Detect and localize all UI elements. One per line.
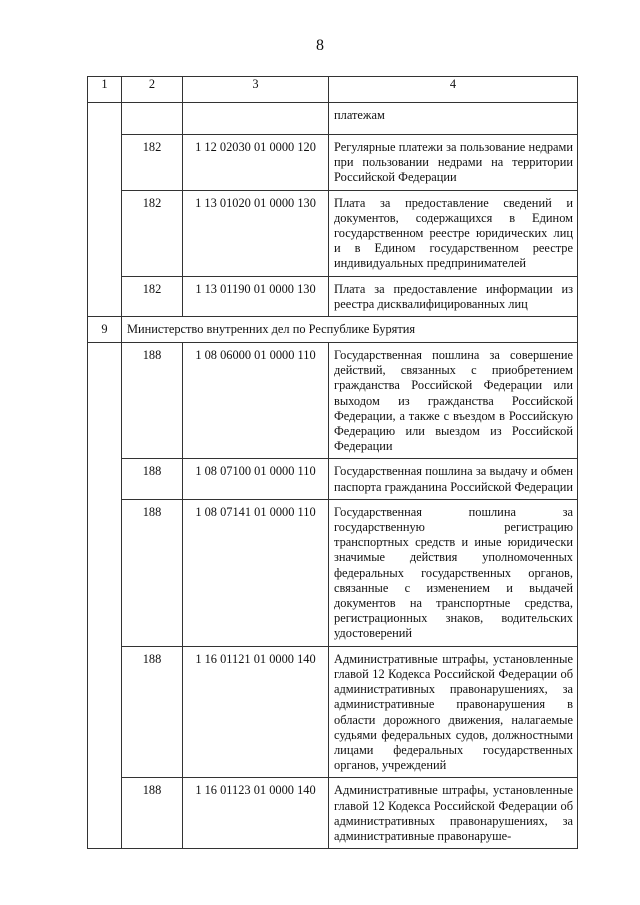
table-row [88,778,578,849]
admin-code-cell [122,103,183,135]
admin-code-cell: 188 [122,499,183,646]
table-row [88,459,578,499]
group-number-cell [88,103,122,317]
description-cell: платежам [329,103,578,135]
revenue-code-cell: 1 12 02030 01 0000 120 [183,135,329,191]
description-cell: Государственная пошлина за совершение действий, связанных с приобретением гражданства Российской Федерации или выходом из гражданства Российской Федерации, а также с въездом в Российскую Федерацию или выездом из Российской Федерации [329,343,578,459]
column-header: 2 [122,77,183,103]
admin-code-cell: 182 [122,135,183,191]
table-row [88,343,578,459]
column-header: 3 [183,77,329,103]
description-cell: Административные штрафы, установленные главой 12 Кодекса Российской Федерации об административных правонарушениях, за административные правонарушения в области дорожного движения, налагаемые судьями федеральных судов, должностными лицами федеральных государственных органов, учреждений [329,646,578,778]
table-row [88,135,578,191]
description-cell: Регулярные платежи за пользование недрами при пользовании недрами на территории Российской Федерации [329,135,578,191]
group-number-cell [88,343,122,849]
table-row [88,190,578,276]
revenue-code-cell: 1 13 01190 01 0000 130 [183,276,329,316]
column-header: 1 [88,77,122,103]
description-cell: Плата за предоставление информации из реестра дисквалифицированных лиц [329,276,578,316]
description-cell: Государственная пошлина за государственную регистрацию транспортных средств и иные юридически значимые действия уполномоченных федеральных государственных органов, связанные с изменением и выдачей документов на транспортные средства, регистрационных знаков, водительских удостоверений [329,499,578,646]
table-row [88,646,578,778]
admin-code-cell: 188 [122,459,183,499]
description-cell: Административные штрафы, установленные главой 12 Кодекса Российской Федерации об административных правонарушениях, за административные правонаруше- [329,778,578,849]
revenue-code-cell: 1 16 01121 01 0000 140 [183,646,329,778]
column-header: 4 [329,77,578,103]
revenue-code-cell: 1 08 07100 01 0000 110 [183,459,329,499]
table-header-row [88,77,578,103]
description-cell: Государственная пошлина за выдачу и обмен паспорта гражданина Российской Федерации [329,459,578,499]
table-row [88,103,578,135]
revenue-codes-table [87,76,578,849]
group-name: Министерство внутренних дел по Республике Бурятия [122,317,578,343]
page-number: 8 [316,37,324,54]
table-row [88,499,578,646]
admin-code-cell: 188 [122,778,183,849]
admin-code-cell: 188 [122,646,183,778]
admin-code-cell: 182 [122,190,183,276]
admin-code-cell: 188 [122,343,183,459]
revenue-code-cell: 1 13 01020 01 0000 130 [183,190,329,276]
revenue-code-cell [183,103,329,135]
group-header-row [88,317,578,343]
description-cell: Плата за предоставление сведений и документов, содержащихся в Едином государственном реестре юридических лиц и в Едином государственном реестре индивидуальных предпринимателей [329,190,578,276]
admin-code-cell: 182 [122,276,183,316]
revenue-code-cell: 1 08 07141 01 0000 110 [183,499,329,646]
revenue-code-cell: 1 16 01123 01 0000 140 [183,778,329,849]
table-row [88,276,578,316]
revenue-code-cell: 1 08 06000 01 0000 110 [183,343,329,459]
group-number: 9 [88,317,122,343]
